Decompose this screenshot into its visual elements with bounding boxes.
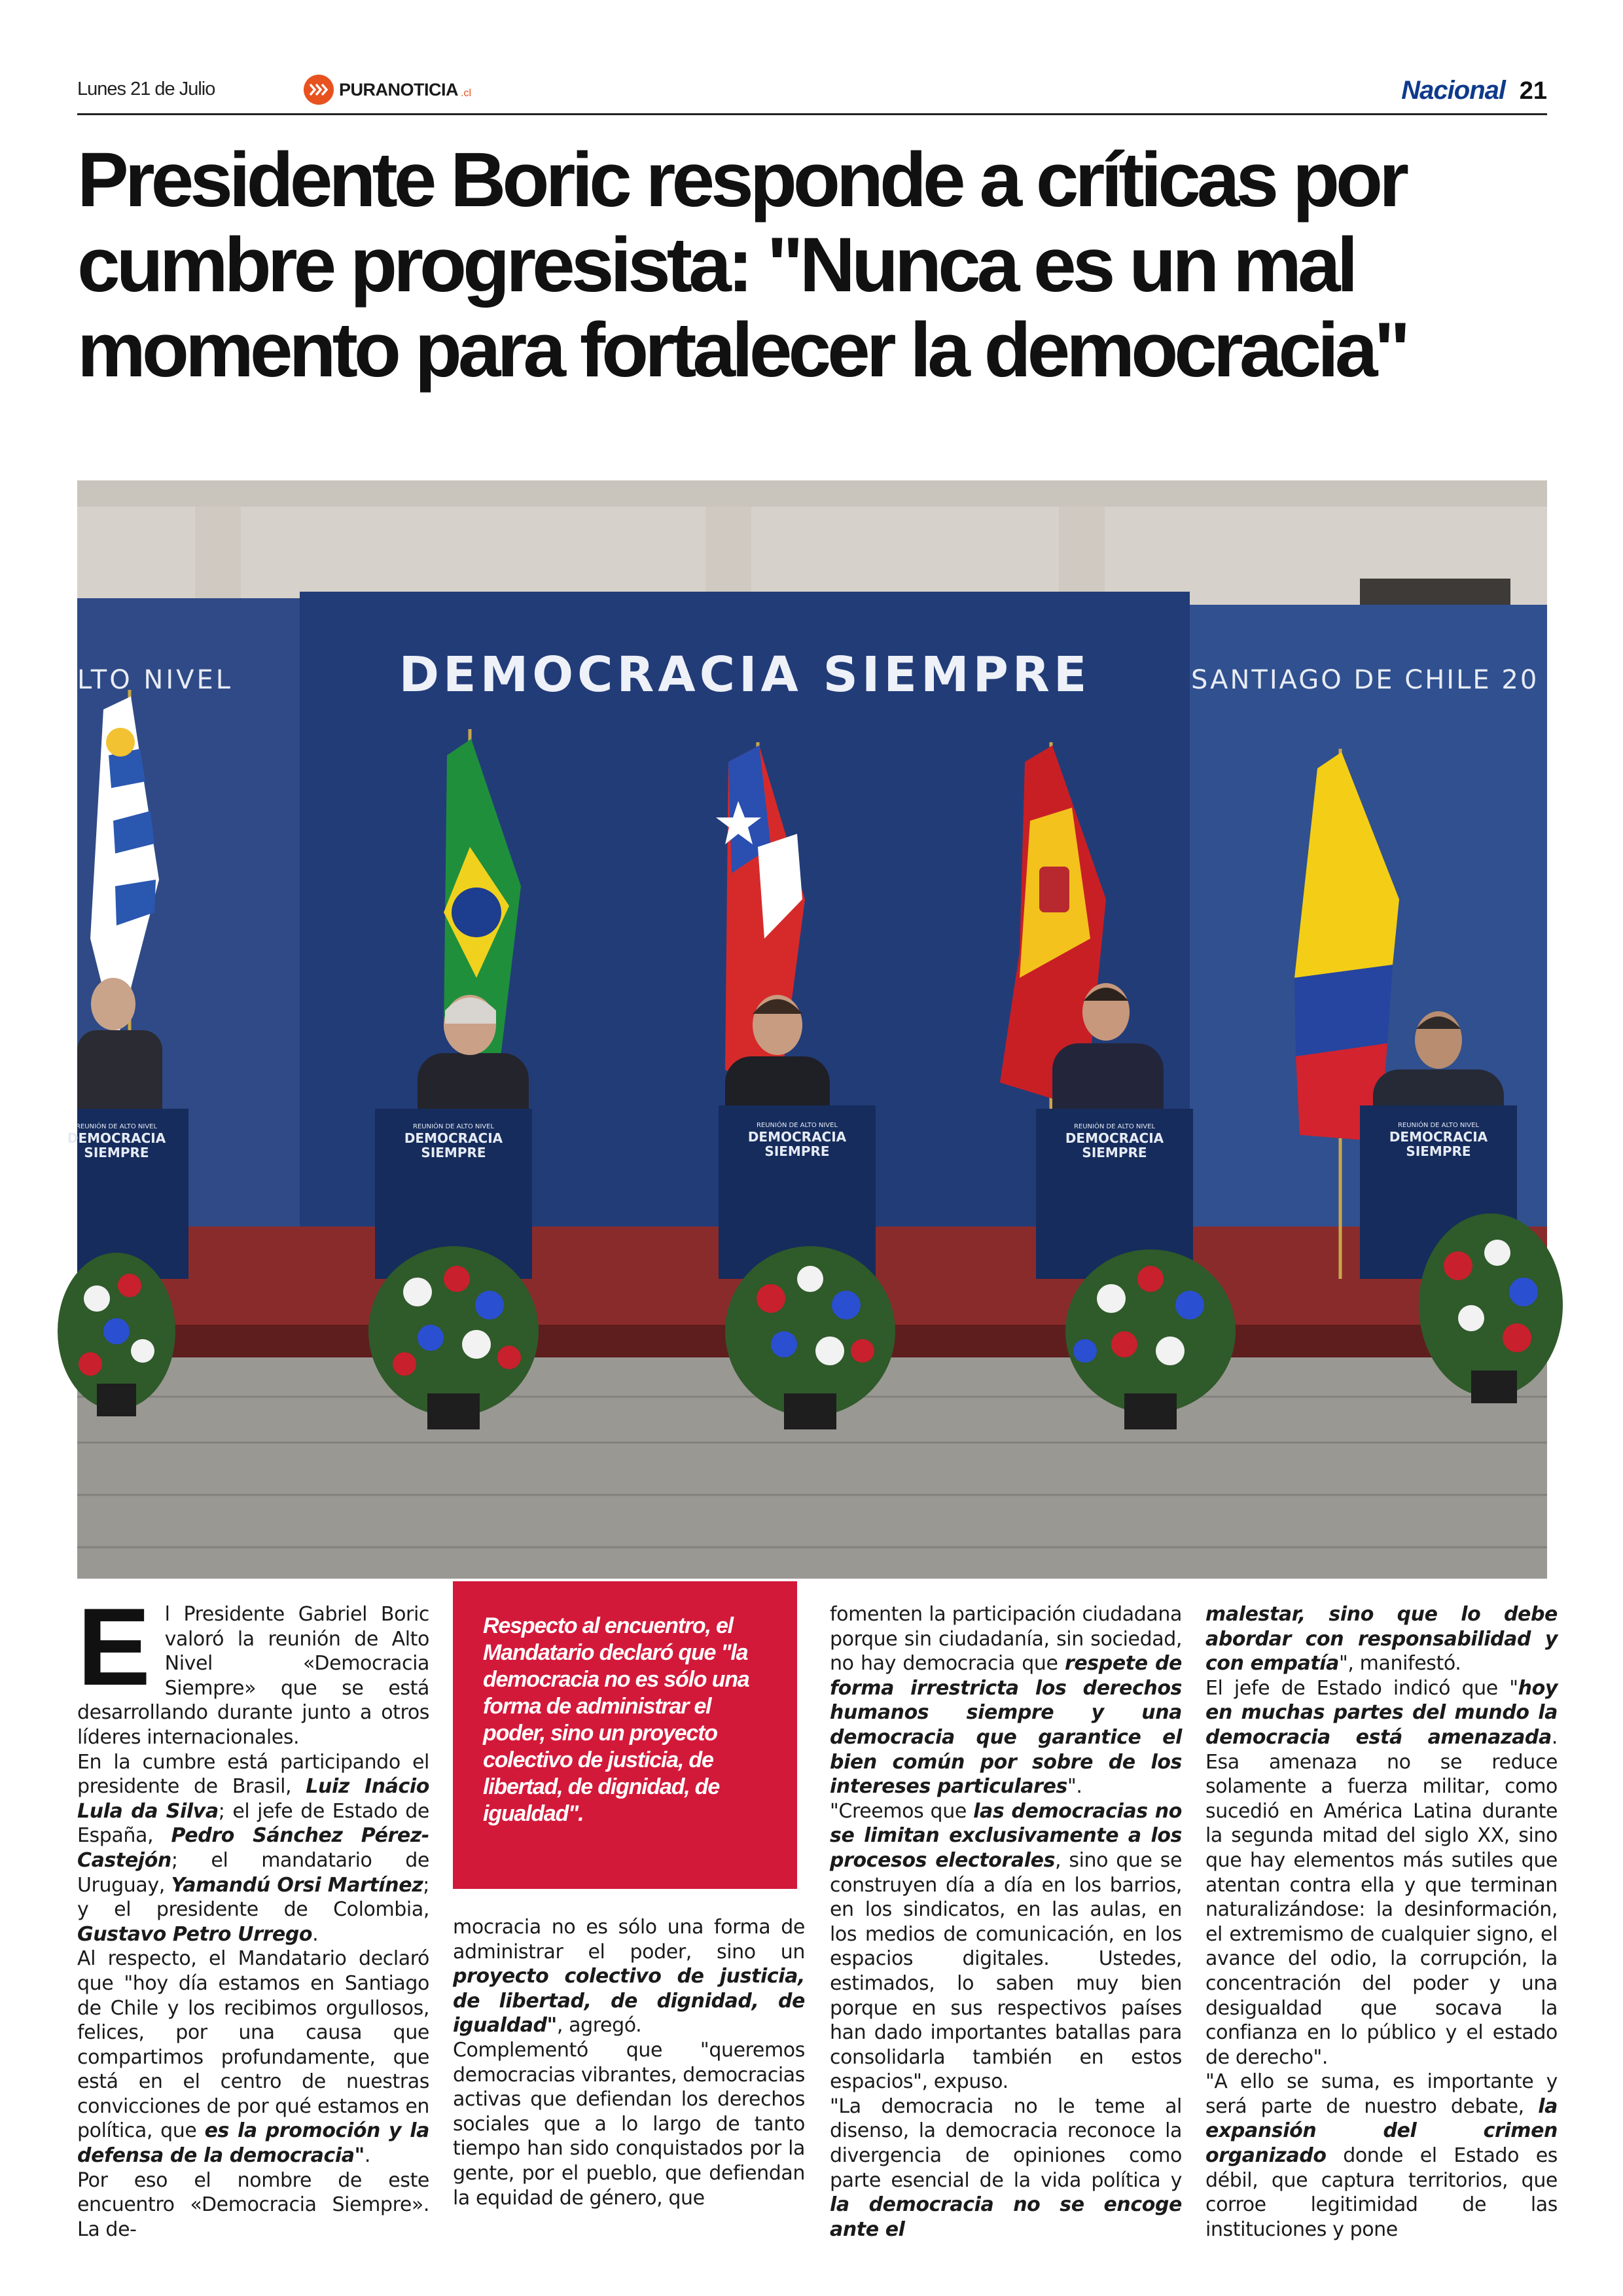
text-run: ". (1067, 1775, 1082, 1799)
pull-quote (453, 1581, 797, 1889)
paragraph (830, 1799, 1182, 2094)
section-name: Nacional (1401, 76, 1505, 105)
podium-label-main: DEMOCRACIA (1065, 1130, 1164, 1146)
brand-chevrons-icon (304, 75, 334, 105)
paragraph (77, 1750, 429, 1947)
paragraph (1205, 2070, 1558, 2242)
bold-run: la expansión del crimen organizado (1205, 2094, 1558, 2168)
podium-label-main: DEMOCRACIA (404, 1130, 503, 1146)
bold-run: hoy en muchas partes del mundo la democracia está amenazada (1205, 1676, 1558, 1749)
text-run: donde el Estado es débil, que captura territorios, que corroe legitimidad de las instituciones y pone (1205, 2144, 1558, 2241)
issue-date: Lunes 21 de Julio (77, 79, 215, 99)
paragraph (77, 1946, 429, 2168)
podium-label-small: REUNIÓN DE ALTO NIVEL (412, 1123, 495, 1130)
podium-label-main: DEMOCRACIA (747, 1129, 847, 1145)
podium-label-small: REUNIÓN DE ALTO NIVEL (75, 1123, 158, 1130)
text-run: ; el jefe de Estado de España, (77, 1799, 429, 1848)
podium-label-sub: SIEMPRE (421, 1145, 486, 1160)
text-run: "La democracia no le teme al disenso, la democracia reconoce la divergencia de opiniones como parte esencial de la vida política y (830, 2094, 1182, 2192)
text-run: ; el mandatario de Uruguay, (77, 1848, 429, 1897)
text-run: Complementó que "queremos democracias vibrantes, democracias activas que defiendan los derechos sociales que a lo largo de tanto tiempo han sido conquistados por la gente, por el pueblo, que defiendan la equidad de género, que (453, 2038, 805, 2210)
text-run: . (364, 2144, 370, 2168)
drop-cap: E (77, 1585, 151, 1708)
paragraph (1205, 1602, 1558, 1676)
podium-label-sub: SIEMPRE (1082, 1145, 1147, 1160)
podium-label-small: REUNIÓN DE ALTO NIVEL (1397, 1122, 1480, 1129)
podium-label-sub: SIEMPRE (764, 1143, 830, 1159)
text-run: Al respecto, el Mandatario declaró que "hoy día estamos en Santiago de Chile y los recibimos orgullosos, felices, por una causa que compartimos profundamente, que está en el centro de nuestras convicciones de por qué estamos en política, que (77, 1947, 429, 2143)
article-column-4 (1205, 1602, 1558, 2242)
bold-run: proyecto colectivo de justicia, de libertad, de dignidad, de igualdad" (453, 1965, 805, 2037)
bold-run: Gustavo Petro Urrego (77, 1922, 313, 1946)
podium-label-small: REUNIÓN DE ALTO NIVEL (756, 1122, 838, 1129)
podium-label-small: REUNIÓN DE ALTO NIVEL (1073, 1123, 1156, 1130)
paragraph (77, 2168, 429, 2242)
podium-label-sub: SIEMPRE (1406, 1143, 1471, 1159)
bold-run: Luiz Inácio Lula da Silva (77, 1775, 429, 1823)
podium-label-main: DEMOCRACIA (67, 1130, 166, 1146)
text-run: El jefe de Estado indicó que " (1205, 1676, 1518, 1700)
paragraph (453, 2038, 805, 2210)
page-header (77, 73, 1547, 115)
text-run: En la cumbre está participando el presidente de Brasil, (77, 1750, 429, 1799)
bold-run: la democracia no se encoge ante el (830, 2193, 1182, 2241)
backdrop-left-text: LTO NIVEL (77, 665, 234, 695)
paragraph (1205, 1676, 1558, 2070)
bold-run: respete de forma irrestricta los derechos humanos siempre y una democracia que garantice el bien común por sobre de los intereses particulares (830, 1652, 1182, 1799)
text-run: . (312, 1922, 319, 1946)
pull-quote-text: Respecto al encuentro, el Mandatario declaró que "la democracia no es sólo una forma de administrar el poder, sino un proyecto colectivo de justicia, de libertad, de dignidad, de igualdad". (483, 1613, 749, 1826)
text-run: , agregó. (556, 2014, 642, 2037)
bold-run: es la promoción y la defensa de la democracia" (77, 2119, 429, 2168)
article-photo (67, 480, 1547, 1579)
page-number: 21 (1519, 77, 1547, 105)
bold-run: Pedro Sánchez Pérez-Castejón (77, 1824, 429, 1872)
podium-label-main: DEMOCRACIA (1389, 1129, 1488, 1145)
text-run: , sino que se construyen día a día en los barrios, en los sindicatos, en las aulas, en los medios de comunicación, en los espacios digitales. Ustedes, estimados, lo saben muy bien porque en sus respectivos países han dado importantes batallas para consolidarla también en estos espacios", expuso. (830, 1848, 1182, 2094)
bold-run: malestar, sino que lo debe abordar con responsabilidad y con empatía (1205, 1603, 1558, 1676)
podium-label-sub: SIEMPRE (84, 1145, 149, 1160)
text-run: mocracia no es sólo una forma de administrar el poder, sino un (453, 1916, 805, 1964)
brand-name: PURANOTICIA (339, 79, 458, 99)
backdrop-right-text: SANTIAGO DE CHILE 20 (1191, 665, 1539, 695)
text-run: fomenten la participación ciudadana porque sin ciudadanía, sin sociedad, no hay democracia que (830, 1603, 1182, 1676)
text-run: "Creemos que (830, 1799, 974, 1823)
paragraph (453, 1915, 805, 2038)
article-column-1 (77, 1585, 429, 2242)
text-run: ; y el presidente de Colombia, (77, 1873, 429, 1922)
text-run: ", manifestó. (1339, 1652, 1461, 1676)
article-column-3 (830, 1602, 1182, 2242)
text-run: . Esa amenaza no se reduce solamente a fuerza militar, como sucedió en América Latina durante la segunda mitad del siglo XX, sino que hay elementos más sutiles que atentan contra ella y que terminan naturalizándose: la desinformación, el extremismo de cualquier signo, el avance del odio, la corrupción, la concentración del poder y una desigualdad que socava la confianza en lo público y el estado de derecho". (1205, 1725, 1558, 2069)
text-run: "A ello se suma, es importante y será parte de nuestro debate, (1205, 2070, 1558, 2118)
bold-run: Yamandú Orsi Martínez (171, 1873, 423, 1897)
paragraph-text: l Presidente Gabriel Boric valoró la reunión de Alto Nivel «Democracia Siempre» que se está desarrollando durante junto a otros líderes internacionales. (77, 1603, 429, 1749)
bold-run: las democracias no se limitan exclusivamente a los procesos electorales (830, 1799, 1182, 1872)
paragraph (830, 1602, 1182, 1799)
brand-logo (304, 73, 471, 106)
headline: Presidente Boric responde a críticas por cumbre progresista: "Nunca es un mal momento para fortalecer la democracia" (77, 137, 1407, 393)
brand-tld: .cl (461, 88, 471, 99)
article-column-2 (453, 1915, 805, 2210)
text-run: Por eso el nombre de este encuentro «Democracia Siempre». La de- (77, 2168, 429, 2241)
backdrop-title: DEMOCRACIA SIEMPRE (399, 647, 1091, 703)
paragraph (830, 2094, 1182, 2242)
